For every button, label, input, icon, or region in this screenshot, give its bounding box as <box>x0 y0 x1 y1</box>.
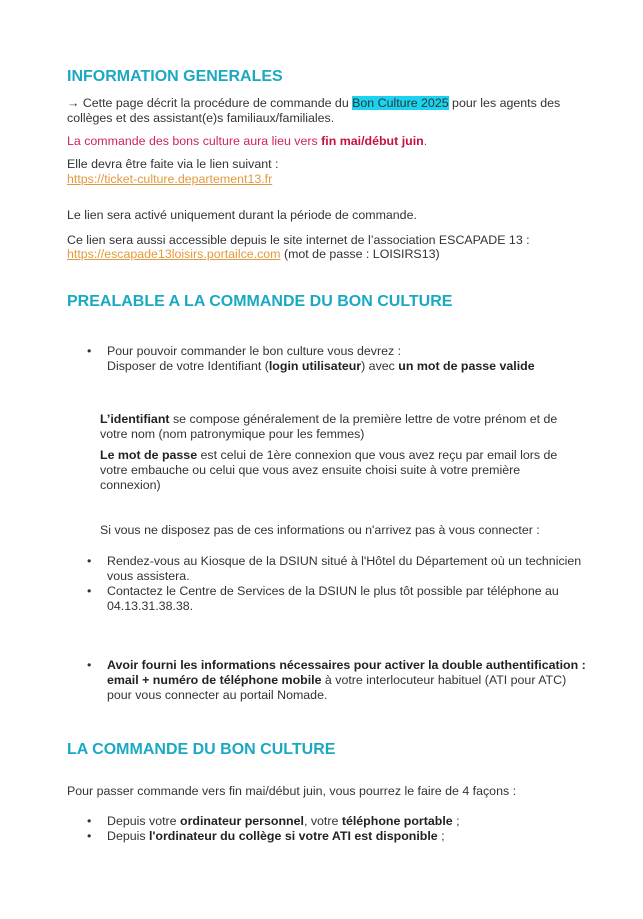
prereq-list <box>67 344 587 374</box>
date-text: La commande des bons culture aura lieu vers <box>67 134 322 148</box>
section-title-prealable: PREALABLE A LA COMMANDE DU BON CULTURE <box>67 293 453 310</box>
prereq-text: Pour pouvoir commander le bon culture vous devrez : <box>107 344 402 358</box>
prereq-text: ) avec <box>361 359 399 373</box>
list-item <box>67 344 587 374</box>
date-bold: fin mai/début juin <box>321 134 424 148</box>
opt-bold: l'ordinateur du collège si votre ATI est disponible <box>149 829 438 843</box>
password-note: (mot de passe : LOISIRS13) <box>280 247 440 261</box>
commande-intro: Pour passer commande vers fin mai/début juin, vous pourrez le faire de 4 façons : <box>67 784 517 798</box>
date-end: . <box>423 134 428 148</box>
id-bold: L’identifiant <box>100 412 170 426</box>
escapade-intro: Ce lien sera aussi accessible depuis le site internet de l’association ESCAPADE 13 : <box>67 233 530 247</box>
section-title-commande: LA COMMANDE DU BON CULTURE <box>67 741 336 758</box>
password-explanation <box>100 448 580 493</box>
intro-text: → Cette page décrit la procédure de commande du <box>67 96 353 110</box>
active-note: Le lien sera activé uniquement durant la période de commande. <box>67 208 417 222</box>
pw-bold: Le mot de passe <box>100 448 198 462</box>
prereq-text: Disposer de votre Identifiant ( <box>107 359 269 373</box>
opt-bold: téléphone portable <box>341 814 453 828</box>
opt-text: Depuis <box>107 829 150 843</box>
options-list <box>67 814 587 844</box>
date-notice <box>67 134 587 149</box>
ticket-culture-link[interactable]: https://ticket-culture.departement13.fr <box>67 172 273 186</box>
auth-text: à votre interlocuteur habituel (ATI pour ATC) pour vous connecter au portail Nomade. <box>107 673 567 702</box>
prereq-bold: un mot de passe valide <box>398 359 535 373</box>
identifiant-explanation <box>100 412 580 442</box>
pw-text: est celui de 1ère connexion que vous avez reçu par email lors de votre embauche ou celui que vous avez ensuite choisi suite à votre première connexion) <box>100 448 558 492</box>
prereq-bold: login utilisateur <box>268 359 362 373</box>
list-item <box>67 814 587 829</box>
section-title-information: INFORMATION GENERALES <box>67 68 283 85</box>
opt-bold: ordinateur personnel <box>180 814 304 828</box>
intro-text-end: pour les agents des collèges et des assistant(e)s familiaux/familiales. <box>67 96 561 125</box>
opt-text: , votre <box>303 814 342 828</box>
help-list <box>67 554 587 614</box>
opt-text: Depuis votre <box>107 814 181 828</box>
list-item: • Contactez le Centre de Services de la DSIUN le plus tôt possible par téléphone au 04.13.31.38.38. <box>67 584 587 614</box>
no-info-text: Si vous ne disposez pas de ces informations ou n'arrivez pas à vous connecter : <box>100 523 540 537</box>
list-item <box>67 658 587 703</box>
auth-bold: Avoir fourni les informations nécessaires pour activer la double authentification : email + numéro de téléphone mobile <box>107 658 586 687</box>
id-text: se compose généralement de la première lettre de votre prénom et de votre nom (nom patronymique pour les femmes) <box>100 412 558 441</box>
escapade-link[interactable]: https://escapade13loisirs.portailce.com <box>67 247 281 261</box>
intro-paragraph <box>67 96 587 126</box>
list-item: • Rendez-vous au Kiosque de la DSIUN situé à l'Hôtel du Département où un technicien vous assistera. <box>67 554 587 584</box>
highlight-bon-culture: Bon Culture 2025 <box>352 96 449 110</box>
opt-text: ; <box>452 814 460 828</box>
link-intro: Elle devra être faite via le lien suivant : <box>67 157 279 171</box>
auth-list <box>67 658 587 703</box>
opt-text: ; <box>437 829 445 843</box>
list-item <box>67 829 587 844</box>
